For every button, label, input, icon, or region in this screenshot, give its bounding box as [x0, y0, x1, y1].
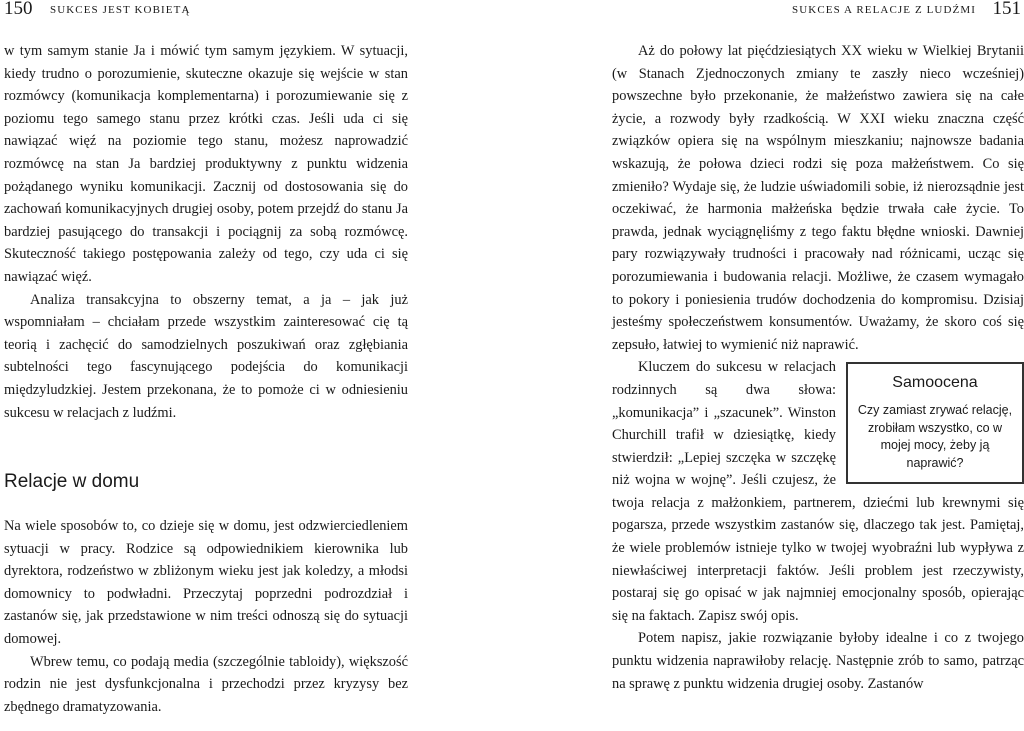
paragraph: Kluczem do sukcesu w relacjach rodzinnych są dwa słowa: „komunikacja” i „szacunek”. Winston Churchill trafił w dziesiątkę, kiedy stwierdził: „Lepiej szczęka w szczękę niż wojna w wojnę”. Jeśli czujesz, że twoja relacja z małżonkiem, partnerem, dziećmi lub krewnymi się pogarsza, przede wszystkim zastanów się, dlaczego tak jest. Pamiętaj, że wiele problemów istnieje tylko w twojej wyobraźni lub wypływa z niewłaściwej interpretacji faktów. Jeśli problem jest rzeczywisty, postaraj się go opisać w jak najmniej emocjonalny sposób, opierając się na faktach. Zapisz swój opis.	[612, 359, 1024, 624]
paragraph: Aż do połowy lat pięćdziesiątych XX wieku w Wielkiej Brytanii (w Stanach Zjednoczonych zmiany te zaszły nieco wcześniej) powszechne było przekonanie, że małżeństwo zawiera się na całe życie, a rozwody były rzadkością. W XXI wieku znaczna część związków opiera się na wspólnym mieszkaniu; najnowsze badania wskazują, że połowa dzieci rodzi się poza małżeństwem. Co się zmieniło? Wydaje się, że ludzie uświadomili sobie, iż nierozsądnie jest oczekiwać, że harmonia małżeńska będzie trwała całe życie. To prawda, jednak wyciągnęliśmy z tego faktu błędne wnioski. Dawniej pary rozwiązywały trudności i pracowały nad różnicami, ucząc się porozumiewania i budowania relacji. Możliwe, że czasem wymagało to pokory i poniesienia trudów dochodzenia do kompromisu. Dzisiaj jesteśmy społeczeństwem konsumentów. Uważamy, że skoro coś się zepsuło, łatwiej to wymienić niż naprawić.	[612, 43, 1024, 353]
box-title: Samoocena	[892, 374, 978, 392]
page-number: 151	[992, 0, 1021, 19]
running-title: SUKCES A RELACJE Z LUDŹMI	[792, 4, 976, 16]
right-page	[612, 0, 1024, 731]
self-assessment-box	[846, 362, 1024, 484]
paragraph: Na wiele sposobów to, co dzieje się w domu, jest odzwierciedleniem sytuacji w pracy. Rodzice są odpowiednikiem kierownika lub dyrektora, rodzeństwo w zbliżonym wieku jest jak koledzy, a młodsi domownicy to podwładni. Przeczytaj poprzedni podrozdział i zastanów się, jak przedstawione w nim treści odnoszą się do sytuacji domowej.	[4, 518, 408, 648]
box-text: Czy zamiast zrywać relację, zrobiłam wszystko, co w mojej mocy, żeby ją naprawić?	[857, 403, 1013, 470]
right-page-header	[612, 0, 1024, 26]
left-page	[0, 0, 412, 731]
left-page-header	[0, 0, 412, 26]
paragraph: Potem napisz, jakie rozwiązanie byłoby idealne i co z twojego punktu widzenia naprawiłoby relację. Następnie zrób to samo, patrząc na sprawę z punktu widzenia drugiej osoby. Zastanów	[612, 630, 1024, 692]
running-title: SUKCES JEST KOBIETĄ	[50, 4, 191, 16]
section-heading: Relacje w domu	[4, 471, 140, 493]
left-text-column	[4, 40, 408, 718]
paragraph: w tym samym stanie Ja i mówić tym samym językiem. W sytuacji, kiedy trudno o porozumienie, skuteczne okazuje się wejście w stan rozmówcy (komunikacja komplementarna) i porozumiewanie się z poziomu tego samego stanu przez krótki czas. Jeśli uda ci się nawiązać więź na poziomie tego stanu, możesz naprowadzić rozmówcę na stan Ja bardziej produktywny z punktu widzenia pożądanego wyniku komunikacji. Zacznij od dostosowania się do zachowań komunikacyjnych drugiej osoby, potem przejdź do stanu Ja bardziej pasującego do transakcji i pociągnij za sobą rozmówcę. Skuteczność takiego postępowania zależy od tego, czy uda ci się nawiązać więź.	[4, 43, 408, 285]
page-number: 150	[4, 0, 33, 19]
right-text-column	[612, 40, 1024, 695]
paragraph: Analiza transakcyjna to obszerny temat, a ja – jak już wspomniałam – chciałam przede wszystkim zainteresować cię tą teorią i zachęcić do samodzielnych poszukiwań oraz zgłębiania subtelności tego fascynującego podejścia do komunikacji międzyludzkiej. Jestem przekonana, że to pomoże ci w odniesieniu sukcesu w relacjach z ludźmi.	[4, 291, 408, 421]
paragraph: Wbrew temu, co podają media (szczególnie tabloidy), większość rodzin nie jest dysfunkcjonalna i przechodzi przez kryzysy bez zbędnego dramatyzowania.	[4, 653, 408, 715]
